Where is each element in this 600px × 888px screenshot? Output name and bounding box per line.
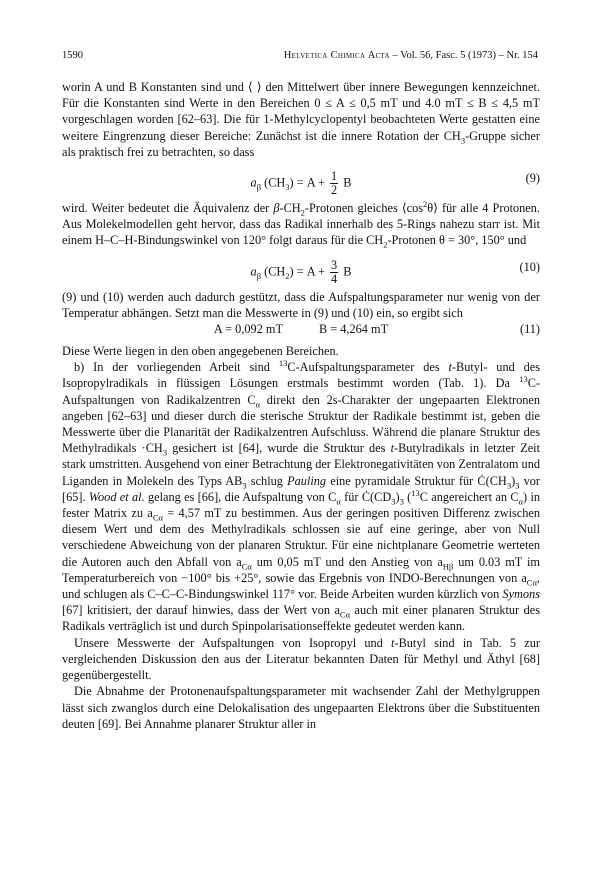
equation-11 — [62, 321, 540, 343]
equation-9 — [62, 160, 540, 200]
equation-10-number: (10) — [519, 259, 540, 274]
running-header — [62, 50, 538, 66]
paragraph-2: wird. Weiter bedeutet die Äquivalenz der $\beta-CH_2$-Protonen gleiches $⟨\cos^2\theta⟩$ für alle 4 Protonen. Aus Molekelmodellen geht hervor, dass das Radikal innerhalb des 5-Rings nahezu starr ist. Mit einem H–C–H-Bindungswinkel von 120° folgt daraus für die $CH_2$-Protonen θ = 30°, 150° und — [62, 198, 540, 250]
equation-10-expression: $a_\beta$ $(CH_2) = A$ + $\frac{3}{4}$ B — [250, 257, 352, 286]
paragraph-4: Diese Werte liegen in den oben angegebenen Bereichen. — [62, 344, 339, 359]
journal-name: Helvetica Chimica Acta — [283, 50, 390, 61]
paragraph-6: Unsere Messwerte der Aufspaltungen von Isopropyl und t-Butyl sind in Tab. 5 zur vergleichenden Diskussion den aus der Literatur bekannten Daten für Methyl und Äthyl [68] gegenübergestellt. — [62, 635, 540, 683]
paragraph-5: b) In der vorliegenden Arbeit sind $^{13}$C-Aufspaltungsparameter des t-Butyl- und des Isopropylradikals in flüssigen Lösungen erstmals bestimmt worden (Tab. 1). Da $^{13}$C-Aufspaltungen von Radikalzentren $C_\alpha$ direkt den 2s-Charakter der ungepaarten Elektronen angeben [62–63] und dieser durch die sterische Struktur der Radikale bestimmt ist, geben die Messwerte über die Planarität der Radikalzentren Aufschluss. Während die planare Struktur des Methylradikals $\cdot CH_3$ gesichert ist [64], wurde die Struktur des t-Butylradikals in letzter Zeit stark umstritten. Ausgehend von einer Betrachtung der Elektronegativitäten von Zentralatom und Liganden in Molekeln des Typs $AB_3$ schlug Pauling eine pyramidale Struktur für $Ċ(CH_3)_3$ vor [65]. Wood et al. gelang es [66], die Aufspaltung von $C_\alpha$ für $Ċ(CD_3)_3$ ($^{13}$C angereichert an $C_\alpha$) in fester Matrix zu $a_{C\alpha} = 4,57$ mT zu bestimmen. Aus der geringen positiven Differenz zwischen diesem Wert und dem des Methylradikals schlossen sie auf eine geringe, aber von Null verschiedene Abweichung von der planaren Struktur. Für eine nichtplanare Geometrie werteten die Autoren auch den Abfall von $a_{C\alpha}$ um 0,05 mT und den Anstieg von $a_{H\beta}$ um 0.03 mT im Temperaturbereich von −100° bis +25°, sowie das Ergebnis von INDO-Berechnungen von $a_{C\alpha}$, und schlugen als C–C–C-Bindungswinkel 117° vor. Beide Arbeiten wurden kürzlich von Symons [67] kritisiert, der darauf hinwies, dass der Wert von $a_{C\alpha}$ auch mit einer planaren Struktur des Radikals verträglich ist und durch Spinpolarisationseffekte gedeutet werden kann. — [62, 358, 541, 634]
equation-11-number: (11) — [519, 322, 540, 337]
paragraph-1: worin A und B Konstanten sind und ⟨ ⟩ den Mittelwert über innere Bewegungen kennzeichnet. Für die Konstanten sind Werte in den Bereichen 0 ≤ A ≤ 0,5 mT und 4.0 mT ≤ B ≤ 4,5 mT vorgeschlagen worden [62–63]. Die für 1-Methylcyclopentyl beobachteten Werte gestatten eine weitere Eingrenzung dieser Bereiche: Zunächst ist die innere Rotation der $CH_3$-Gruppe sicher als praktisch frei zu betrachten, so dass — [62, 80, 540, 159]
volume-info: – Vol. 56, Fasc. 5 (1973) – Nr. 154 — [389, 50, 538, 61]
equation-10 — [62, 249, 540, 289]
paragraph-7: Die Abnahme der Protonenaufspaltungsparameter mit wachsender Zahl der Methylgruppen lässt sich zwanglos durch eine Delokalisation des ungepaarten Elektrons über die Substituenten deuten [69]. Bei Annahme planarer Struktur aller in — [62, 684, 540, 731]
fraction-9: $\frac{1}{2}$ — [331, 169, 338, 198]
paragraph-3: (9) und (10) werden auch dadurch gestützt, dass die Aufspaltungsparameter nur wenig von der Temperatur abhängen. Setzt man die Messwerte in (9) und (10) ein, so ergibt sich — [62, 289, 540, 320]
equation-9-number: (9) — [525, 171, 540, 186]
equation-11-expression: A = 0,092 mT B = 4,264 mT — [213, 322, 389, 337]
journal-line — [284, 50, 538, 61]
page-number: 1590 — [62, 50, 83, 61]
equation-9-expression: $a_\beta$ $(CH_3) = A$ + $\frac{1}{2}$ B — [250, 169, 352, 198]
fraction-10: $\frac{3}{4}$ — [331, 257, 338, 286]
article-body — [62, 79, 540, 732]
